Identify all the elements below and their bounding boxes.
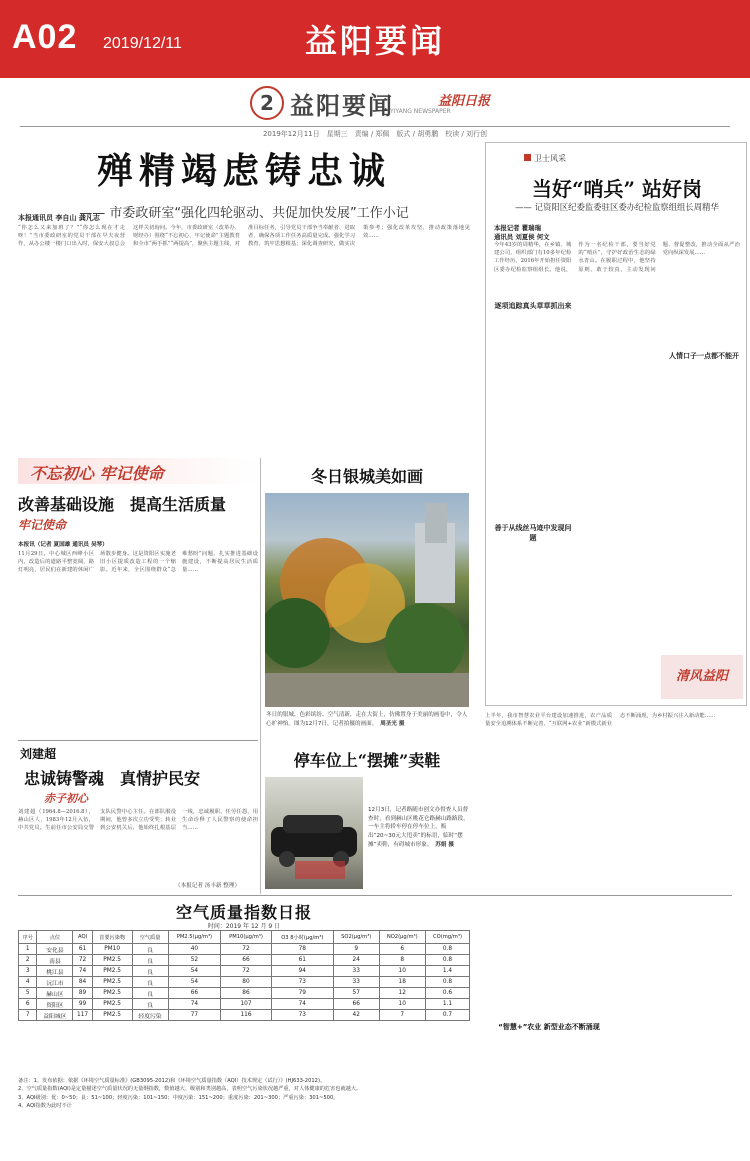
table-cell: 61 [73,944,92,955]
table-row [19,1010,470,1021]
photo-2-caption-text: 12月3日，记者路随市创文办督查人员督查时，看到赫山区桃花仑路赫山路路段，一车主将轿车停在停车位上，贩出“20~30元大甩卖”的标语，临时“摆摊”卖鞋，有碍城市形象。 [368,807,469,848]
table-row [19,966,470,977]
table-cell: 24 [333,955,379,966]
table-cell: 南县 [37,955,73,966]
table-cell: 66 [333,999,379,1010]
table-cell: 42 [333,1010,379,1021]
section-masthead [250,86,500,124]
table-cell: 良 [132,966,168,977]
table-header-cell: 序号 [19,931,37,944]
table-cell: 良 [132,977,168,988]
table-cell: 89 [73,988,92,999]
table-header-cell: AQI [73,931,92,944]
section-title: 益阳要闻 [290,92,394,120]
newspaper-section-name: 益阳要闻 [304,22,445,60]
story-3-name: 刘建超 [20,747,57,761]
note-line: 3、AQI级别：优：0~50；良：51~100；轻度污染：101~150；中度污染：151~200；重度污染：201~300；严重污染：301~500。 [18,1094,339,1101]
photo-feature-parking [262,746,472,894]
table-cell: 0.8 [425,955,469,966]
table-row [19,988,470,999]
table-cell: 8 [379,955,425,966]
table-cell: 33 [333,977,379,988]
photo-2-title: 停车位上“摆摊”卖鞋 [262,746,472,776]
table-cell: 1.1 [425,999,469,1010]
table-cell: 52 [168,955,221,966]
table-cell: 77 [168,1010,221,1021]
table-cell: PM2.5 [92,977,132,988]
right-feature-box [485,142,747,706]
table-header-cell: SO2(μg/m³) [333,931,379,944]
newspaper-logo: 益阳日报 [438,94,491,109]
story-2-byline: 本报讯（记者 夏国雄 通讯员 吴琴） [18,542,108,548]
table-cell: PM2.5 [92,955,132,966]
table-header-cell: 点位 [37,931,73,944]
air-quality-notes [18,1077,470,1110]
car-wheel [279,851,295,867]
column-divider [260,458,261,894]
photo-1-credit: 周圣光 摄 [380,720,405,727]
feature-section-heading-1: 逐项追踪真头草草抓出来 [494,302,572,310]
table-cell: 72 [221,944,271,955]
car-roof [283,815,343,833]
parking-stall-photo [265,777,363,889]
table-cell: 66 [221,955,271,966]
table-cell: 107 [221,999,271,1010]
note-line: 4、AQI指数为此时不计 [18,1102,72,1109]
table-cell: 轻度污染 [132,1010,168,1021]
bottom-right-body: 上半年，我市智慧农业平台建设加速推进，农产品质量安全追溯体系不断完善，“互联网+农业”新模式新业态不断涌现，为乡村振兴注入新动能…… [485,713,716,728]
table-header-cell: O3 8小时(μg/m³) [271,931,333,944]
story-3-stamp: 赤子初心 [44,792,88,805]
air-quality-table [18,930,470,1021]
table-cell: 74 [271,999,333,1010]
table-header-cell: PM10(μg/m³) [221,931,271,944]
section-subtitle-en: YIYANG NEWSPAPER [390,108,451,115]
table-cell: 74 [73,966,92,977]
table-row [19,944,470,955]
table-cell: 86 [221,988,271,999]
table-cell: 78 [271,944,333,955]
clean-yiyang-seal: 清风益阳 [661,655,743,699]
story-3-title: 忠诚铸警魂 真情护民安 [24,769,201,788]
table-cell: PM2.5 [92,1010,132,1021]
table-cell: 66 [168,988,221,999]
feature-tag: 卫士风采 [524,153,566,164]
story-3-end-note: （本报记者 汤丰新 整理） [175,883,241,889]
table-header-cell: NO2(μg/m³) [379,931,425,944]
air-quality-date: 时间：2019 年 12 月 9 日 [207,923,281,930]
main-article-title: 殚精竭虑铸忠诚 [96,150,391,192]
feature-section-heading-3: 人情口子一点都不能开 [669,352,739,360]
main-article-byline: 本报通讯员 李自山 龚凡志 [18,214,100,222]
table-header-cell: 首要污染物 [92,931,132,944]
table-cell: 10 [379,999,425,1010]
table-cell: 80 [221,977,271,988]
ribbon-text: 不忘初心 牢记使命 [30,464,164,483]
table-cell: 2 [19,955,37,966]
table-cell: 12 [379,988,425,999]
table-cell: 33 [333,966,379,977]
feature-byline: 本报记者 瞿瑞瑞 通讯员 刘夏侯 何文 [494,224,550,241]
edition-info: 2019年12月11日 星期三 责编 / 郑佩 版式 / 胡勇鹏 校读 / 刘行创 [20,126,730,139]
table-cell: 3 [19,966,37,977]
table-body [19,944,470,1021]
table-cell: PM2.5 [92,966,132,977]
table-cell: 0.6 [425,988,469,999]
photo-2-caption [368,806,470,849]
table-cell: 0.7 [425,1010,469,1021]
column-ribbon [18,458,258,484]
table-cell: 5 [19,988,37,999]
winter-city-photo [265,493,469,707]
table-header-cell: 空气质量 [132,931,168,944]
bottom-right-heading: “智慧+”农业 新型业态不断涌现 [498,1023,600,1031]
building [425,503,447,543]
table-cell: 57 [333,988,379,999]
table-cell: 良 [132,944,168,955]
table-cell: 良 [132,999,168,1010]
story-2-body: 11月29日，中心城区西峰小区内，改造后的道路平整宽阔，路灯明亮，居民们在新建的休闲广场散步健身。这是资阳区实施老旧小区提质改造工程的一个缩影。近年来，全区围绕群众“急难愁盼”问题，扎实推进基础设施建设，不断提高居民生活质量…… [18,551,258,574]
table-cell: 4 [19,977,37,988]
table-cell: 61 [271,955,333,966]
table-cell: 益阳城区 [37,1010,73,1021]
photo-1-caption [266,711,468,728]
table-row [19,977,470,988]
section-number-badge: 2 [250,86,284,120]
table-cell: 117 [73,1010,92,1021]
story-3-body: 刘建超（1964.8—2016.8），赫山区人，1983年12月入伍，中共党员。生前任市公安局交警支队民警中心主任。在部队服役期间，他曾多次立功受奖；转业到公安机关后，他始终扎根基层一线，忠诚履职、任劳任怨，用生命诠释了人民警察的使命担当…… [18,809,258,832]
table-cell: 54 [168,966,221,977]
page-number: A02 [12,18,78,56]
table-cell: PM2.5 [92,988,132,999]
note-line: 备注：1、发布依据：依据《环境空气质量标准》(GB3095-2012)和《环境空气质量指数（AQI）技术规定（试行）》(HJ633-2012)。 [18,1078,326,1084]
table-header-row [19,931,470,944]
table-cell: 54 [168,977,221,988]
story-2-stamp: 牢记使命 [18,518,67,532]
table-cell: 沅江市 [37,977,73,988]
table-cell: 9 [333,944,379,955]
table-cell: 桃江县 [37,966,73,977]
winter-city-illustration [265,493,469,707]
table-cell: 1.4 [425,966,469,977]
issue-date: 2019/12/11 [103,35,182,52]
table-cell: 73 [271,977,333,988]
main-article-body: “你怎么又来加班了？”“你怎么现在才走呀！”当市委政研室的党员干部在早夫夜营作，从办公楼一楼门口出入时，保安大叔总会这样关切询问。今年，市委政研室（改革办、财经办）围绕“不忘初心、牢记使命”主题教育和全市“两手抓”“两提高”，聚焦主题主线，对准目标任务，引导党员干部争当奉献者、进取者，确保各项工作任务高质量完成。强化学习教育，筑牢思想根基；深化调查研究，做实决策参考；强化改革攻坚，推动政策落地见效…… [18,225,470,248]
table-cell: 94 [271,966,333,977]
table-cell: 6 [19,999,37,1010]
table-cell: 18 [379,977,425,988]
story-2-title: 改善基础设施 提高生活质量 [18,495,227,514]
table-cell: 72 [221,966,271,977]
photo-feature-winter [262,462,472,742]
table-cell: 72 [73,955,92,966]
divider [18,740,258,741]
table-cell: 1 [19,944,37,955]
feature-title: 当好“哨兵” 站好岗 [532,177,702,201]
green-tree [385,603,465,683]
table-cell: 0.8 [425,977,469,988]
table-cell: PM10 [92,944,132,955]
feature-section-heading-2: 善于从线丝马迹中发现问题 [494,524,572,542]
photo-2-credit: 苏娟 摄 [435,841,454,848]
table-cell: 10 [379,966,425,977]
table-cell: 7 [379,1010,425,1021]
table-cell: 79 [271,988,333,999]
main-article-heading [18,143,470,221]
page-banner [0,0,750,78]
table-cell: 资阳区 [37,999,73,1010]
table-cell: 赫山区 [37,988,73,999]
shoe-boxes [295,861,345,879]
photo-1-title: 冬日银城美如画 [310,467,423,486]
table-header-cell: CO(mg/m³) [425,931,469,944]
table-cell: 良 [132,955,168,966]
table-cell: 116 [221,1010,271,1021]
table-cell: PM2.5 [92,999,132,1010]
photo-1-caption-text: 冬日的银城，色彩缤纷、空气清新，走在大街上，仿佛置身于美丽的画卷中，令人心旷神怡。图为12月7日，记者拍摄的画面。 [266,712,468,727]
table-cell: 良 [132,988,168,999]
table-row [19,999,470,1010]
table-cell: 7 [19,1010,37,1021]
air-quality-title: 空气质量指数日报 [175,903,312,922]
table-cell: 6 [379,944,425,955]
table-cell: 73 [271,1010,333,1021]
feature-subtitle: —— 记资阳区纪委监委驻区委办纪检监察组组长周精华 [515,202,719,212]
table-cell: 安化县 [37,944,73,955]
walkway [265,673,469,707]
table-cell: 84 [73,977,92,988]
note-line: 2、空气质量指数(AQI)是定量描述空气质量状况的无量纲指数，数值越大、级别和类别越高，表明空气污染状况越严重，对人体健康的危害也就越大。 [18,1086,362,1093]
main-article-subtitle: —— 市委政研室“强化四轮驱动、共促加快发展”工作小记 [79,206,409,221]
table-row [19,955,470,966]
table-cell: 74 [168,999,221,1010]
table-cell: 0.8 [425,944,469,955]
feature-body: 今年43岁的周精华，在乡镇、城建公司、组织部门有10多年纪检工作经历，2016年开始担任资阳区委办纪检监察组组长。他说，作为一名纪检干部，要当好党的“哨兵”，守护好政治生态的绿水青山。在履职过程中，他坚持原则、敢于较真，主动发现问题、督促整改，推动全面从严治党向纵深发展…… [494,242,740,273]
table-cell: 99 [73,999,92,1010]
table-header-cell: PM2.5(μg/m³) [168,931,221,944]
table-cell: 40 [168,944,221,955]
parked-car-illustration [265,777,363,889]
